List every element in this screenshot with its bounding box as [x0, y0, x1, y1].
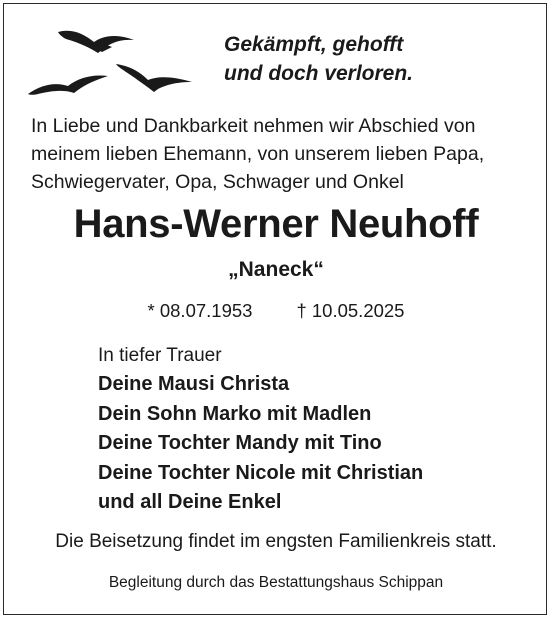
funeral-note: Die Beisetzung findet im engsten Familienkreis statt.	[55, 531, 497, 552]
motto-line: und doch verloren.	[224, 62, 414, 85]
mourner-name: Deine Mausi Christa	[98, 373, 290, 395]
mourner-name: und all Deine Enkel	[98, 491, 282, 513]
undertaker-note: Begleitung durch das Bestattungshaus Schippan	[108, 574, 444, 591]
motto-line: Gekämpft, gehofft	[224, 33, 404, 56]
mourning-lead: In tiefer Trauer	[98, 345, 222, 366]
birth-date: * 08.07.1953	[147, 300, 253, 321]
life-dates	[4, 300, 548, 322]
mourners-list	[98, 342, 423, 518]
intro-text	[31, 112, 531, 196]
mourner-name: Deine Tochter Mandy mit Tino	[98, 432, 382, 454]
flying-birds-icon	[26, 22, 211, 102]
motto	[224, 30, 413, 88]
mourner-name: Deine Tochter Nicole mit Christian	[98, 461, 424, 484]
deceased-nickname: „Naneck“	[228, 258, 324, 281]
intro-line: Schwiegervater, Opa, Schwager und Onkel	[31, 171, 404, 193]
obituary-notice	[3, 3, 547, 615]
intro-line: meinem lieben Ehemann, von unserem lieben Papa,	[31, 143, 485, 165]
intro-line: In Liebe und Dankbarkeit nehmen wir Abschied von	[31, 115, 476, 137]
mourner-name: Dein Sohn Marko mit Madlen	[98, 402, 372, 425]
deceased-name: Hans-Werner Neuhoff	[73, 202, 479, 246]
death-date: † 10.05.2025	[296, 300, 405, 321]
